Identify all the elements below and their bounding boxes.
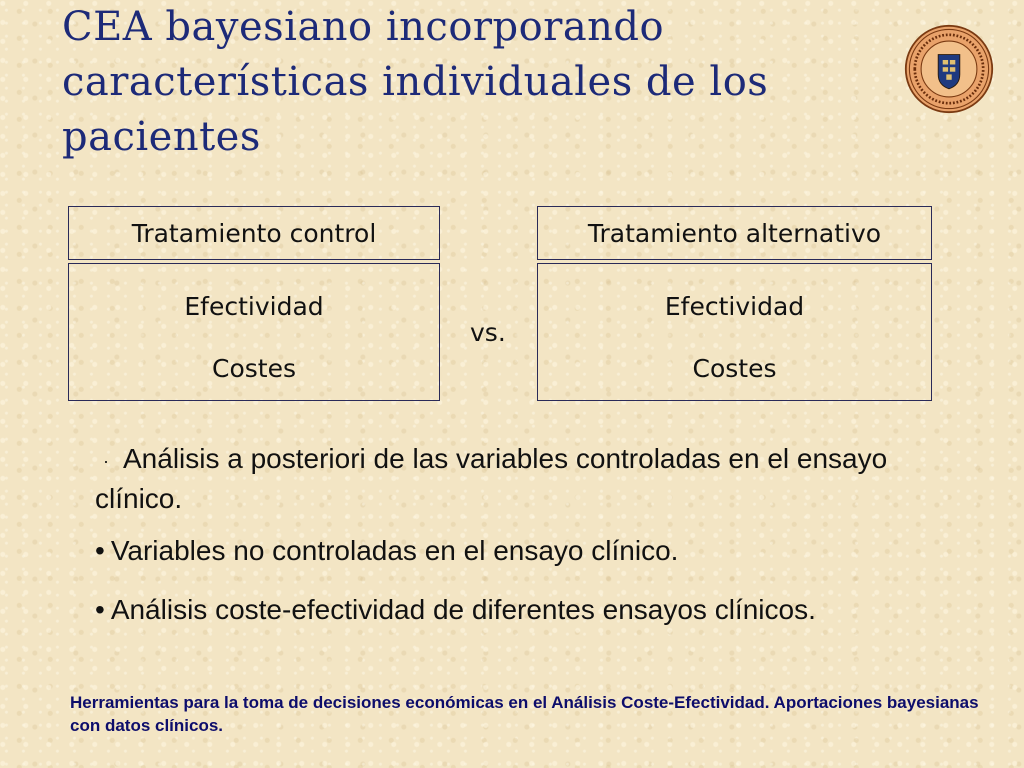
bullet-text: Variables no controladas en el ensayo clínico. bbox=[110, 534, 679, 566]
university-seal-icon bbox=[904, 24, 994, 114]
control-efectividad: Efectividad bbox=[184, 292, 324, 321]
bullet-marker: • bbox=[95, 593, 105, 625]
bullet-text: Análisis a posteriori de las variables controladas en el ensayo clínico. bbox=[95, 443, 888, 514]
alternativo-costes: Costes bbox=[692, 354, 777, 383]
bullet-text: Análisis coste-efectividad de diferentes ensayos clínicos. bbox=[110, 593, 816, 625]
slide-title: CEA bayesiano incorporando características individuales de los pacientes bbox=[62, 4, 769, 160]
alternativo-header: Tratamiento alternativo bbox=[587, 218, 882, 248]
bullet-item bbox=[95, 591, 935, 629]
control-body-box bbox=[68, 263, 440, 401]
versus-label: vs. bbox=[470, 318, 506, 347]
alternativo-header-box bbox=[537, 206, 932, 260]
bullet-list bbox=[95, 440, 935, 639]
bullet-item bbox=[95, 440, 935, 518]
control-header-box bbox=[68, 206, 440, 260]
bullet-item bbox=[95, 532, 935, 570]
alternativo-efectividad: Efectividad bbox=[664, 292, 805, 321]
slide-footer: Herramientas para la toma de decisiones económicas en el Análisis Coste-Efectividad. Aportaciones bayesianas con datos clínicos. bbox=[70, 693, 979, 735]
control-costes: Costes bbox=[212, 354, 296, 383]
bullet-marker: · bbox=[103, 450, 109, 471]
bullet-marker: • bbox=[95, 534, 105, 566]
alternativo-body-box bbox=[537, 263, 932, 401]
control-header: Tratamiento control bbox=[131, 218, 377, 248]
